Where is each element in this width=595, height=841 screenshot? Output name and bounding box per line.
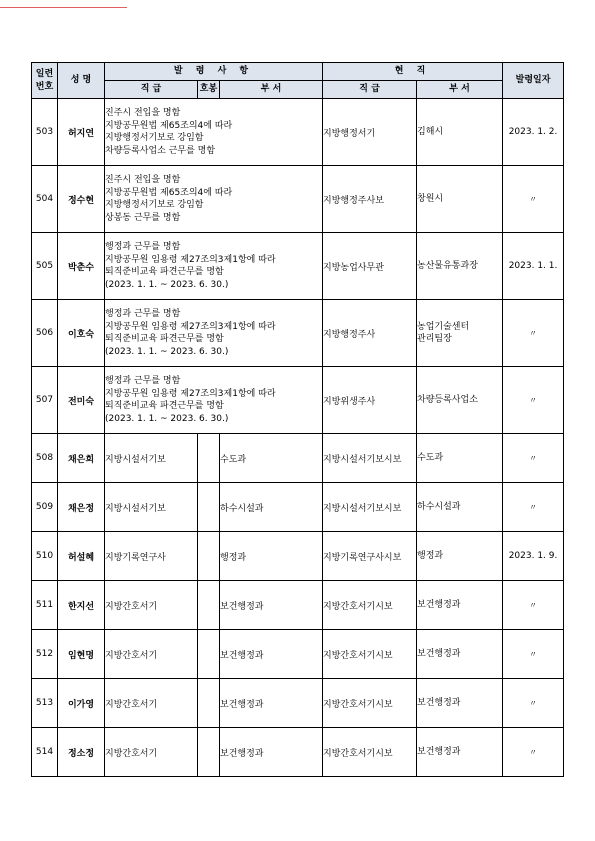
serial-number: 505 [32, 233, 58, 300]
table-row [32, 300, 564, 367]
order-description [105, 166, 323, 233]
order-date: 〃 [503, 581, 564, 630]
serial-number: 507 [32, 367, 58, 434]
current-dept-line: 김해시 [417, 126, 444, 137]
current-rank: 지방간호서기시보 [323, 728, 417, 777]
order-date: 〃 [503, 367, 564, 434]
person-name: 이가영 [58, 679, 105, 728]
order-date: 〃 [503, 434, 564, 483]
current-rank: 지방농업사무관 [323, 233, 417, 300]
order-line: 지방공무원 임용령 제27조의3제1항에 따라 [105, 321, 276, 332]
current-rank: 지방기록연구사시보 [323, 532, 417, 581]
order-step [198, 679, 220, 728]
order-dept: 보건행정과 [220, 728, 323, 777]
order-step [198, 581, 220, 630]
serial-number: 513 [32, 679, 58, 728]
order-step [198, 483, 220, 532]
order-line: 지방행정서기보로 강임함 [105, 133, 204, 143]
order-step [198, 434, 220, 483]
header-current-position: 현 직 [323, 63, 503, 81]
serial-number: 506 [32, 300, 58, 367]
current-dept-line: 차량등록사업소 [417, 394, 478, 405]
order-line: 지방행정서기보로 강임함 [105, 200, 204, 210]
serial-number: 509 [32, 483, 58, 532]
current-dept [417, 581, 503, 630]
order-line: 행정과 근무를 명함 [105, 376, 181, 386]
order-date: 〃 [503, 300, 564, 367]
order-line: 행정과 근무를 명함 [105, 242, 181, 252]
current-dept-line: 행정과 [417, 550, 444, 561]
order-date: 〃 [503, 166, 564, 233]
order-rank: 지방시설서기보 [105, 483, 198, 532]
order-line: 진주시 전입을 명함 [105, 108, 181, 118]
order-rank: 지방간호서기 [105, 728, 198, 777]
order-line: (2023. 1. 1. ~ 2023. 6. 30.) [105, 413, 229, 424]
table-row [32, 728, 564, 777]
table-row [32, 99, 564, 166]
current-rank: 지방행정주사보 [323, 166, 417, 233]
current-dept-line: 보건행정과 [417, 697, 461, 708]
serial-number: 508 [32, 434, 58, 483]
order-description [105, 300, 323, 367]
current-dept-line: 보건행정과 [417, 746, 461, 757]
current-rank: 지방위생주사 [323, 367, 417, 434]
order-date: 〃 [503, 630, 564, 679]
serial-number: 504 [32, 166, 58, 233]
order-rank: 지방간호서기 [105, 679, 198, 728]
current-dept [417, 300, 503, 367]
order-line: 행정과 근무를 명함 [105, 309, 181, 319]
order-line: 퇴직준비교육 파견근무를 명함 [105, 334, 224, 344]
order-line: 퇴직준비교육 파견근무를 명함 [105, 401, 224, 411]
table-row [32, 166, 564, 233]
current-dept [417, 233, 503, 300]
order-line: 지방공무원 임용령 제27조의3제1항에 따라 [105, 254, 276, 265]
current-dept-line: 농업기술센터 [417, 321, 470, 332]
order-rank: 지방시설서기보 [105, 434, 198, 483]
current-dept [417, 679, 503, 728]
current-dept [417, 367, 503, 434]
order-dept: 수도과 [220, 434, 323, 483]
current-dept-line: 하수시설과 [417, 501, 461, 512]
serial-number: 512 [32, 630, 58, 679]
person-name: 이호숙 [58, 300, 105, 367]
order-dept: 행정과 [220, 532, 323, 581]
person-name: 임현명 [58, 630, 105, 679]
serial-number: 503 [32, 99, 58, 166]
order-description [105, 99, 323, 166]
personnel-order-table [31, 62, 564, 777]
order-date: 〃 [503, 483, 564, 532]
order-line: (2023. 1. 1. ~ 2023. 6. 30.) [105, 279, 229, 290]
current-rank: 지방간호서기시보 [323, 679, 417, 728]
person-name: 박춘수 [58, 233, 105, 300]
order-description [105, 233, 323, 300]
current-dept [417, 434, 503, 483]
current-dept-line: 관리팀장 [417, 334, 452, 344]
header-name: 성 명 [58, 63, 105, 99]
current-rank: 지방간호서기시보 [323, 581, 417, 630]
top-accent-line [0, 7, 127, 8]
current-rank: 지방행정서기 [323, 99, 417, 166]
order-line: (2023. 1. 1. ~ 2023. 6. 30.) [105, 346, 229, 357]
current-dept [417, 99, 503, 166]
order-date: 〃 [503, 679, 564, 728]
current-dept [417, 483, 503, 532]
current-dept [417, 630, 503, 679]
order-line: 지방공무원법 제65조의4에 따라 [105, 120, 233, 131]
order-line: 상봉동 근무를 명함 [105, 212, 181, 223]
order-date: 2023. 1. 2. [503, 99, 564, 166]
current-rank: 지방간호서기시보 [323, 630, 417, 679]
order-dept: 보건행정과 [220, 630, 323, 679]
table-row [32, 434, 564, 483]
current-dept-line: 보건행정과 [417, 599, 461, 610]
header-step: 호봉 [198, 81, 220, 99]
header-rank: 직 급 [105, 81, 198, 99]
header-serial: 일련 번호 [32, 63, 58, 99]
header-date: 발령일자 [503, 63, 564, 99]
order-date: 〃 [503, 728, 564, 777]
current-dept [417, 728, 503, 777]
current-rank: 지방시설서기보시보 [323, 434, 417, 483]
current-dept-line: 농산물유통과장 [417, 260, 478, 271]
order-line: 진주시 전입을 명함 [105, 175, 181, 185]
current-dept-line: 창원시 [417, 193, 444, 204]
header-current-rank: 직 급 [323, 81, 417, 99]
order-line: 지방공무원법 제65조의4에 따라 [105, 187, 233, 198]
current-dept [417, 166, 503, 233]
order-rank: 지방간호서기 [105, 581, 198, 630]
order-step [198, 728, 220, 777]
header-dept: 부 서 [220, 81, 323, 99]
person-name: 허지연 [58, 99, 105, 166]
table-row [32, 367, 564, 434]
header-current-dept: 부 서 [417, 81, 503, 99]
table-row [32, 679, 564, 728]
table-row [32, 483, 564, 532]
person-name: 채은희 [58, 434, 105, 483]
table-row [32, 233, 564, 300]
order-line: 퇴직준비교육 파견근무를 명함 [105, 267, 224, 277]
current-dept [417, 532, 503, 581]
person-name: 전미숙 [58, 367, 105, 434]
order-dept: 하수시설과 [220, 483, 323, 532]
person-name: 정소정 [58, 728, 105, 777]
current-dept-line: 수도과 [417, 452, 444, 463]
order-date: 2023. 1. 1. [503, 233, 564, 300]
table-row [32, 532, 564, 581]
table-row [32, 630, 564, 679]
current-dept-line: 보건행정과 [417, 648, 461, 659]
person-name: 한지선 [58, 581, 105, 630]
order-description [105, 367, 323, 434]
serial-number: 510 [32, 532, 58, 581]
person-name: 허설혜 [58, 532, 105, 581]
order-dept: 보건행정과 [220, 581, 323, 630]
person-name: 정수현 [58, 166, 105, 233]
order-step [198, 532, 220, 581]
order-line: 차량등록사업소 근무를 명함 [105, 145, 216, 156]
order-rank: 지방간호서기 [105, 630, 198, 679]
serial-number: 514 [32, 728, 58, 777]
person-name: 채은정 [58, 483, 105, 532]
order-date: 2023. 1. 9. [503, 532, 564, 581]
order-line: 지방공무원 임용령 제27조의3제1항에 따라 [105, 388, 276, 399]
table-row [32, 581, 564, 630]
header-order-items: 발 령 사 항 [105, 63, 323, 81]
serial-number: 511 [32, 581, 58, 630]
current-rank: 지방시설서기보시보 [323, 483, 417, 532]
current-rank: 지방행정주사 [323, 300, 417, 367]
order-step [198, 630, 220, 679]
order-rank: 지방기록연구사 [105, 532, 198, 581]
order-dept: 보건행정과 [220, 679, 323, 728]
